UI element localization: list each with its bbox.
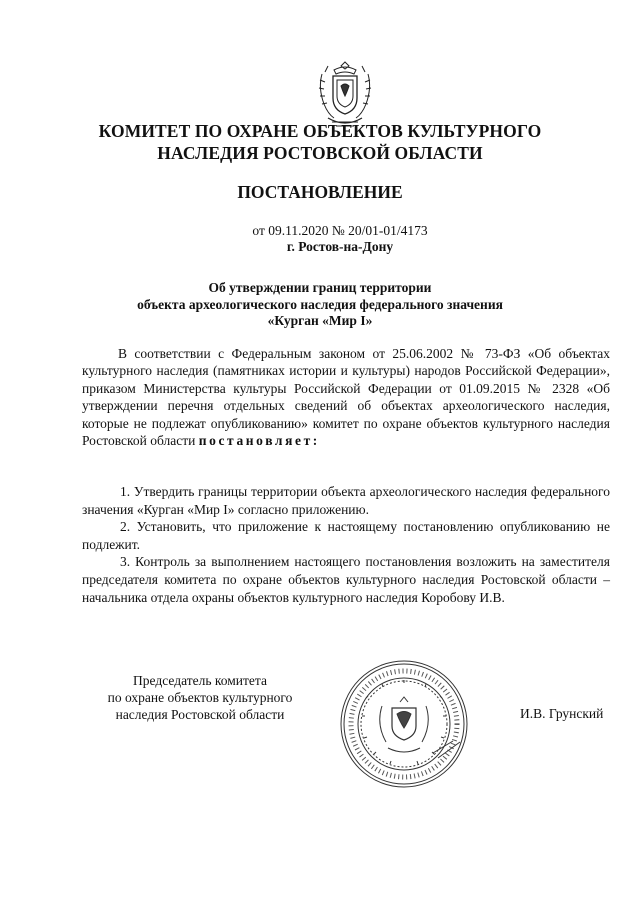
signer-title-line3: наследия Ростовской области (115, 707, 285, 723)
signer-title-line1: Председатель комитета (133, 673, 267, 688)
decree-item: 1. Утвердить границы территории объекта археологического наследия федерального значения «Курган «Мир I» согласно приложению. (82, 484, 610, 517)
committee-name-line1: КОМИТЕТ ПО ОХРАНЕ ОБЪЕКТОВ КУЛЬТУРНОГО (98, 121, 542, 141)
preamble-paragraph (82, 345, 610, 449)
preamble-text: В соответствии с Федеральным законом от 25.06.2002 № 73-ФЗ «Об объектах культурного наследия (памятниках истории и культуры) народов Российской Федерации», приказом Министерства культуры Российской Федерации от 01.09.2015 № 2328 «Об утверждении перечня отдельных сведений об объектах археологического наследия, которые не подлежат опубликованию» комитет по охране объектов культурного наследия Ростовской области (82, 346, 610, 449)
decree-word: постановляет: (198, 433, 320, 449)
subject-line3: «Курган «Мир I» (267, 313, 373, 328)
decree-item: 2. Установить, что приложение к настоящему постановлению опубликованию не подлежит. (82, 519, 610, 552)
document-type: ПОСТАНОВЛЕНИЕ (237, 182, 403, 202)
subject-line2: объекта археологического наследия федерального значения (137, 296, 503, 312)
committee-name (60, 120, 580, 164)
decree-items (82, 483, 610, 606)
signer-title (80, 672, 320, 724)
document-date-number: от 09.11.2020 № 20/01-01/4173 (252, 223, 428, 238)
decree-item: 3. Контроль за выполнением настоящего постановления возложить на заместителя председателя комитета по охране объектов культурного наследия Ростовской области – начальника отдела охраны объектов культурного наследия Коробову И.В. (82, 554, 610, 605)
signer-title-line2: по охране объектов культурного (107, 690, 293, 706)
official-round-seal-icon (338, 658, 470, 790)
document-subject (60, 280, 580, 330)
signer-name: И.В. Грунский (520, 706, 604, 721)
document-city: г. Ростов-на-Дону (286, 239, 394, 254)
committee-name-line2: НАСЛЕДИЯ РОСТОВСКОЙ ОБЛАСТИ (157, 143, 483, 163)
subject-line1: Об утверждении границ территории (208, 280, 432, 295)
